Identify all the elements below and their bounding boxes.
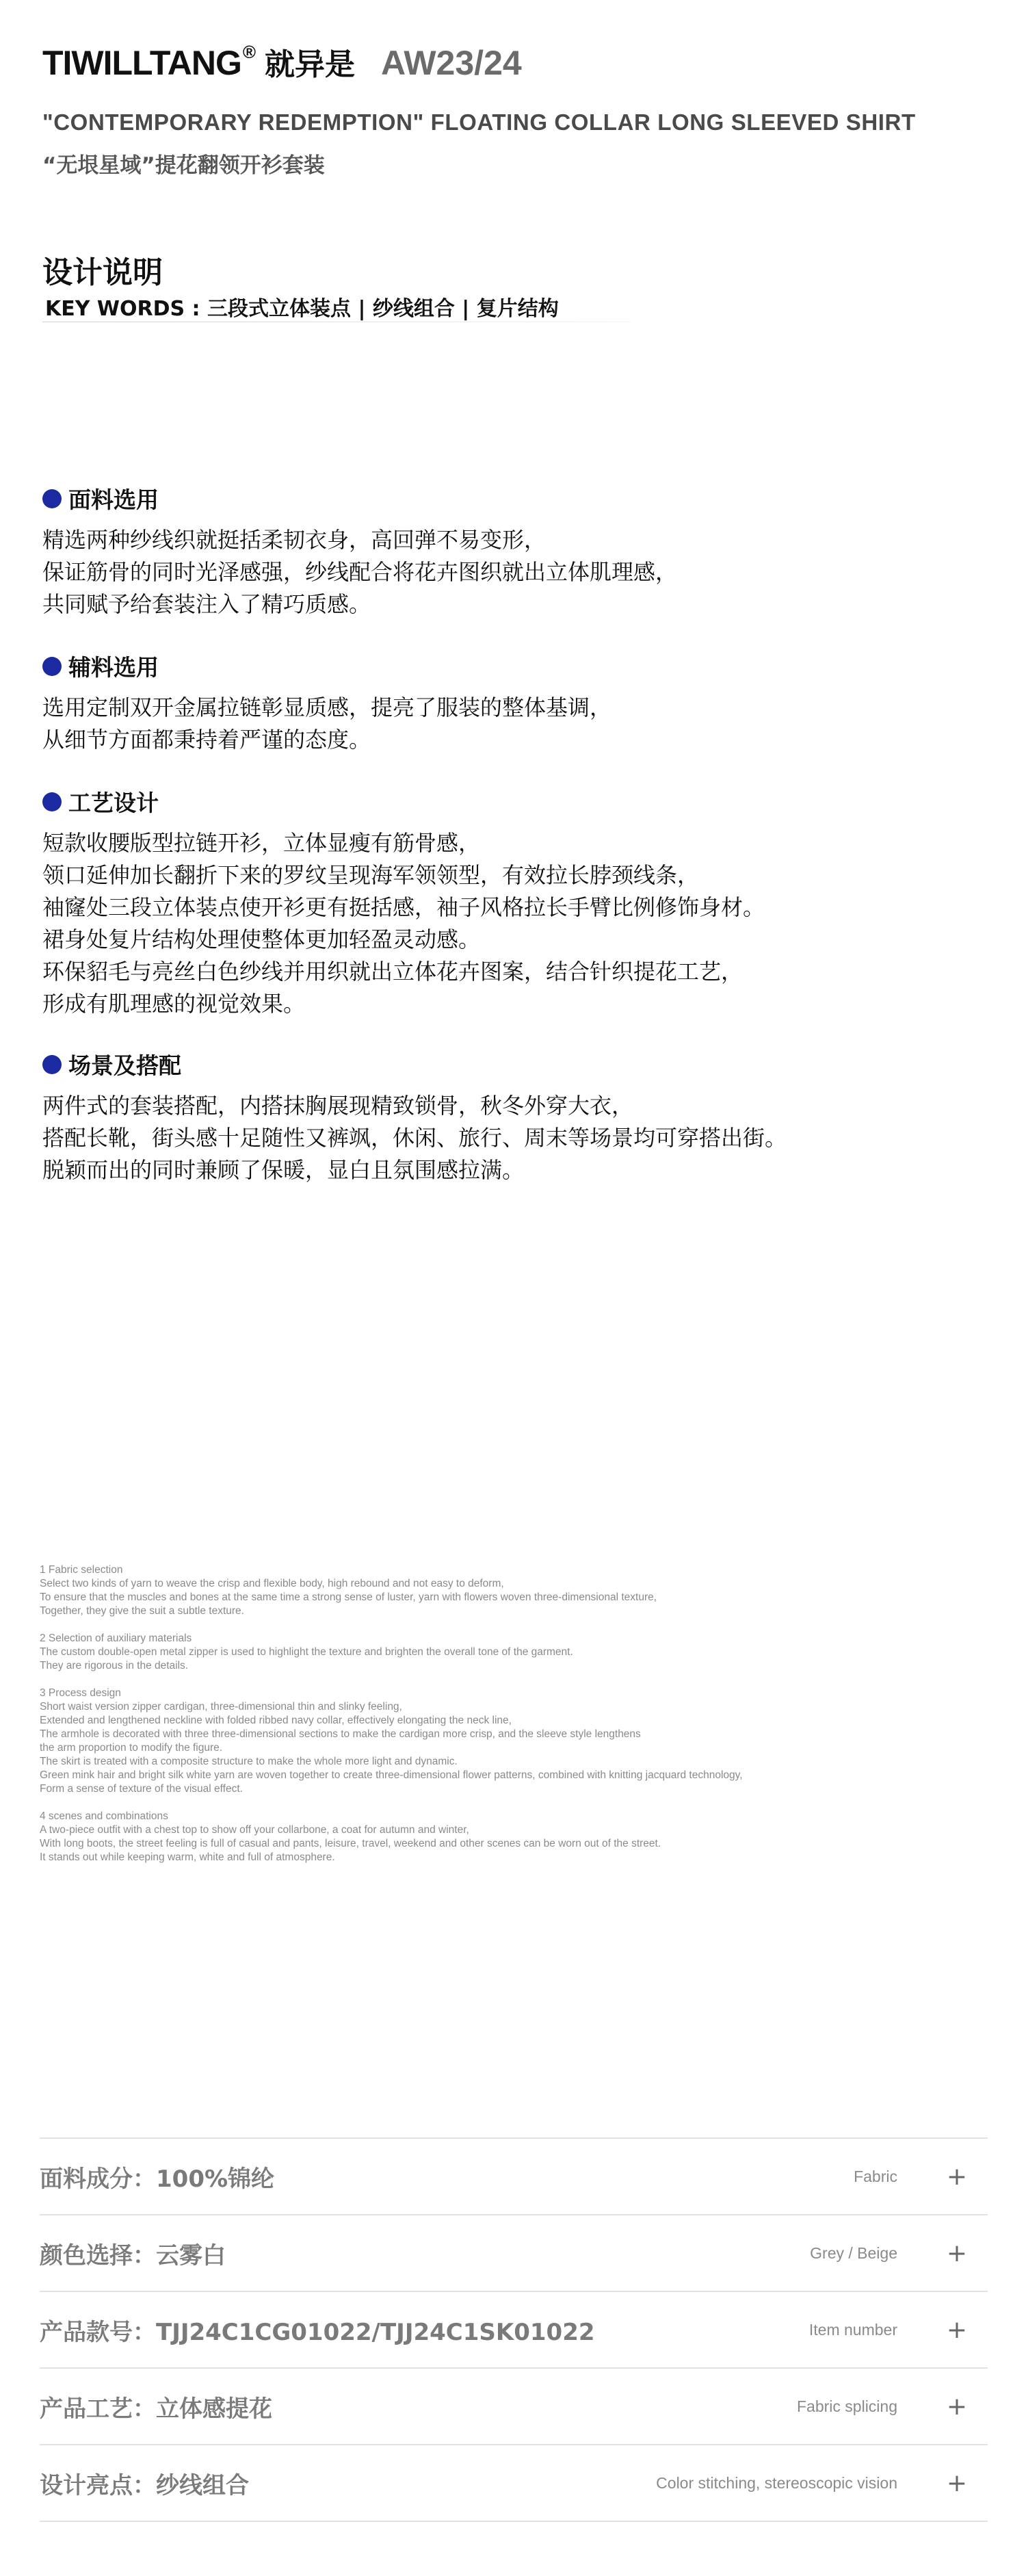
expand-plus-icon[interactable]: + <box>946 2315 967 2344</box>
english-line: 3 Process design <box>40 1687 121 1699</box>
spec-row-fabric[interactable] <box>40 2139 988 2215</box>
english-line: A two-piece outfit with a chest top to show off your collarbone, a coat for autumn and winter, <box>40 1824 469 1836</box>
bullet-icon <box>42 1055 62 1074</box>
english-line: To ensure that the muscles and bones at the same time a strong sense of luster, yarn with flowers woven three-dimensional texture, <box>40 1591 657 1603</box>
english-line: 4 scenes and combinations <box>40 1810 168 1822</box>
section-body <box>42 1090 787 1186</box>
section-body <box>42 827 765 1020</box>
bullet-icon <box>42 489 62 508</box>
section-body <box>42 692 611 756</box>
spec-english: Fabric <box>854 2167 897 2185</box>
spec-label: 设计亮点：纱线组合 <box>40 2471 249 2499</box>
spec-label: 面料成分：100%锦纶 <box>40 2165 275 2193</box>
expand-plus-icon[interactable]: + <box>946 2469 967 2497</box>
brand-chinese-name: 就异是 <box>265 47 356 82</box>
section-line: 环保貂毛与亮丝白色纱线并用织就出立体花卉图案，结合针织提花工艺， <box>42 959 744 985</box>
english-line: Short waist version zipper cardigan, three-dimensional thin and slinky feeling, <box>40 1701 402 1713</box>
section-line: 共同赋予给套装注入了精巧质感。 <box>42 591 371 617</box>
english-line: The armhole is decorated with three three-dimensional sections to make the cardigan more crisp, and the sleeve style lengthens <box>40 1728 641 1740</box>
english-line: Select two kinds of yarn to weave the crisp and flexible body, high rebound and not easy to deform, <box>40 1578 504 1589</box>
section-scenes <box>42 1048 787 1186</box>
section-line: 形成有肌理感的视觉效果。 <box>42 991 306 1017</box>
spec-english: Item number <box>808 2320 897 2339</box>
product-title-cn: “无垠星域”提花翻领开衫套装 <box>42 153 325 178</box>
section-line: 袖窿处三段立体装点使开衫更有挺括感，袖子风格拉长手臂比例修饰身材。 <box>42 894 765 920</box>
spec-row-item-number[interactable] <box>40 2292 988 2369</box>
english-line: the arm proportion to modify the figure. <box>40 1742 223 1754</box>
section-title-text: 场景及搭配 <box>68 1052 181 1079</box>
product-title-en: "CONTEMPORARY REDEMPTION" FLOATING COLLAR LONG SLEEVED SHIRT <box>42 109 916 135</box>
english-line: 2 Selection of auxiliary materials <box>40 1632 192 1644</box>
spec-english: Grey / Beige <box>810 2243 897 2262</box>
bullet-icon <box>42 657 62 676</box>
design-heading: 设计说明 <box>42 255 163 290</box>
section-line: 短款收腰版型拉链开衫，立体显瘦有筋骨感， <box>42 830 481 856</box>
bullet-icon <box>42 792 62 811</box>
english-line: 1 Fabric selection <box>40 1564 123 1576</box>
expand-plus-icon[interactable]: + <box>946 2162 967 2191</box>
spec-label: 产品款号：TJJ24C1CG01022/TJJ24C1SK01022 <box>40 2318 595 2346</box>
english-line: With long boots, the street feeling is full of casual and pants, leisure, travel, weekend and other scenes can be worn out of the street. <box>40 1838 661 1849</box>
spec-row-color[interactable] <box>40 2215 988 2292</box>
spec-label: 颜色选择：云雾白 <box>40 2241 226 2269</box>
english-line: It stands out while keeping warm, white and full of atmosphere. <box>40 1851 335 1863</box>
section-auxiliary <box>42 650 611 756</box>
spec-table <box>40 2137 988 2522</box>
section-title <box>42 1048 787 1080</box>
brand-name: TIWILLTANG <box>42 44 241 82</box>
english-group-auxiliary <box>40 1632 743 1673</box>
brand-header <box>42 40 522 83</box>
section-line: 领口延伸加长翻折下来的罗纹呈现海军领领型，有效拉长脖颈线条， <box>42 862 700 888</box>
english-group-process <box>40 1687 743 1796</box>
registered-mark: ® <box>242 42 256 63</box>
section-line: 从细节方面都秉持着严谨的态度。 <box>42 727 371 753</box>
expand-plus-icon[interactable]: + <box>946 2392 967 2421</box>
spec-english: Color stitching, stereoscopic vision <box>656 2473 897 2492</box>
expand-plus-icon[interactable]: + <box>946 2239 967 2267</box>
spec-row-highlight[interactable] <box>40 2445 988 2522</box>
section-line: 搭配长靴，街头感十足随性又裤飒，休闲、旅行、周末等场景均可穿搭出街。 <box>42 1125 787 1151</box>
section-title-text: 面料选用 <box>68 486 159 513</box>
section-title <box>42 482 677 515</box>
section-line: 精选两种纱线织就挺括柔韧衣身，高回弹不易变形， <box>42 527 547 553</box>
section-line: 选用定制双开金属拉链彰显质感，提亮了服装的整体基调， <box>42 694 612 720</box>
english-line: Together, they give the suit a subtle texture. <box>40 1605 244 1617</box>
section-process <box>42 785 765 1020</box>
section-title-text: 辅料选用 <box>68 654 159 681</box>
spec-english: Fabric splicing <box>797 2397 897 2415</box>
english-line: Form a sense of texture of the visual effect. <box>40 1783 243 1795</box>
section-line: 保证筋骨的同时光泽感强，纱线配合将花卉图织就出立体肌理感， <box>42 559 678 585</box>
section-title <box>42 785 765 818</box>
english-line: The skirt is treated with a composite structure to make the whole more light and dynamic. <box>40 1756 458 1767</box>
brand-logo <box>42 43 255 83</box>
english-line: The custom double-open metal zipper is used to highlight the texture and brighten the overall tone of the garment. <box>40 1646 573 1658</box>
section-body <box>42 524 677 621</box>
english-line: They are rigorous in the details. <box>40 1660 189 1671</box>
section-title-text: 工艺设计 <box>68 790 159 816</box>
english-line: Green mink hair and bright silk white yarn are woven together to create three-dimensional flower patterns, combined with knitting jacquard technology, <box>40 1769 743 1781</box>
section-line: 脱颖而出的同时兼顾了保暖，显白且氛围感拉满。 <box>42 1157 525 1183</box>
english-description <box>40 1563 743 1878</box>
season-label: AW23/24 <box>381 44 522 82</box>
english-group-scenes <box>40 1810 743 1864</box>
section-line: 两件式的套装搭配，内搭抹胸展现精致锁骨，秋冬外穿大衣， <box>42 1093 634 1119</box>
keywords: KEY WORDS : 三段式立体装点 | 纱线组合 | 复片结构 <box>45 297 559 321</box>
spec-label: 产品工艺：立体感提花 <box>40 2395 272 2423</box>
english-line: Extended and lengthened neckline with folded ribbed navy collar, effectively elongating the neck line, <box>40 1715 512 1726</box>
english-group-fabric <box>40 1563 743 1618</box>
section-fabric <box>42 482 677 621</box>
section-title <box>42 650 611 682</box>
section-line: 裙身处复片结构处理使整体更加轻盈灵动感。 <box>42 926 481 952</box>
spec-row-process[interactable] <box>40 2369 988 2445</box>
